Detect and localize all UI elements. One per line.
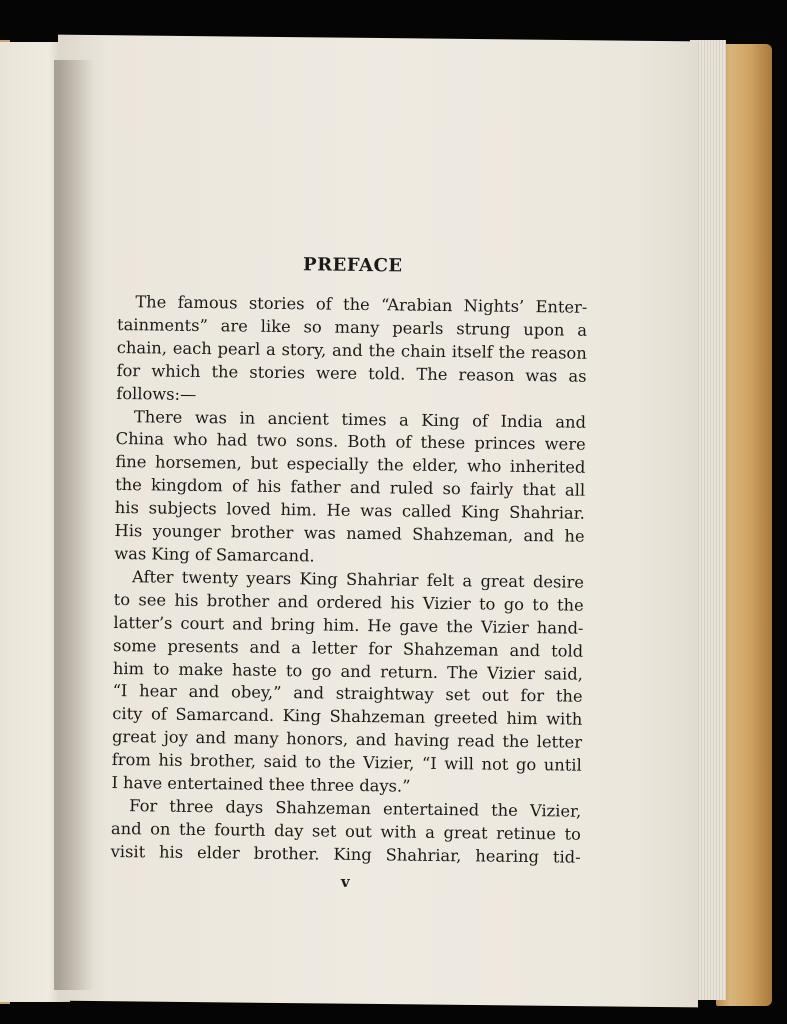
text-line: His younger brother was named Shahzeman, and he [114, 521, 585, 546]
text-line: I have entertained thee three days.” [111, 772, 411, 796]
text-line: chain, each pearl a story, and the chain itself the reason [116, 337, 587, 363]
text-line: latter’s court and bring him. He gave the Vizier hand- [113, 612, 584, 638]
text-line: was King of Samarcand. [114, 543, 315, 566]
text-line: for which the stories were told. The reason was as [116, 360, 587, 386]
text-line: For three days Shahzeman entertained the Vizier, [129, 796, 582, 821]
page-heading: PREFACE [302, 254, 403, 277]
text-line: China who had two sons. Both of these princes were [115, 429, 586, 455]
text-line: “I hear and obey,” and straightway set out for the [112, 681, 583, 707]
text-line: The famous stories of the “Arabian Nights’ Enter- [135, 292, 588, 317]
text-line: tainments” are like so many pearls strung upon a [116, 314, 588, 340]
paragraph-4 [111, 795, 582, 869]
text-line: some presents and a letter for Shahzeman and told [113, 635, 584, 661]
text-line: After twenty years King Shahriar felt a great desire [131, 567, 585, 592]
paragraph-2 [114, 406, 586, 572]
text-line: There was in ancient times a King of India and [133, 406, 587, 432]
text-line: and on the fourth day set out with a great retinue to [110, 818, 582, 844]
text-line: the kingdom of his father and ruled so fairly that all [115, 475, 586, 500]
paragraph-3 [111, 566, 584, 801]
text-line: from his brother, said to the Vizier, “I will not go until [111, 750, 582, 775]
paragraph-1 [116, 291, 587, 411]
text-line: follows:— [116, 383, 197, 404]
text-line: him to make haste to go and return. The Vizier said, [112, 658, 583, 684]
text-line: great joy and many honors, and having read the letter [111, 727, 583, 752]
text-line: his subjects loved him. He was called King Shahriar. [114, 498, 585, 523]
page-text [110, 252, 588, 893]
text-line: fine horsemen, but especially the elder, who inherited [115, 452, 586, 478]
page-number: v [340, 872, 350, 891]
text-line: to see his brother and ordered his Vizier to go to the [113, 589, 584, 615]
text-line: visit his elder brother. King Shahriar, hearing tid- [110, 841, 581, 867]
text-line: city of Samarcand. King Shahzeman greeted him with [112, 704, 583, 730]
gutter-shadow [54, 60, 94, 990]
